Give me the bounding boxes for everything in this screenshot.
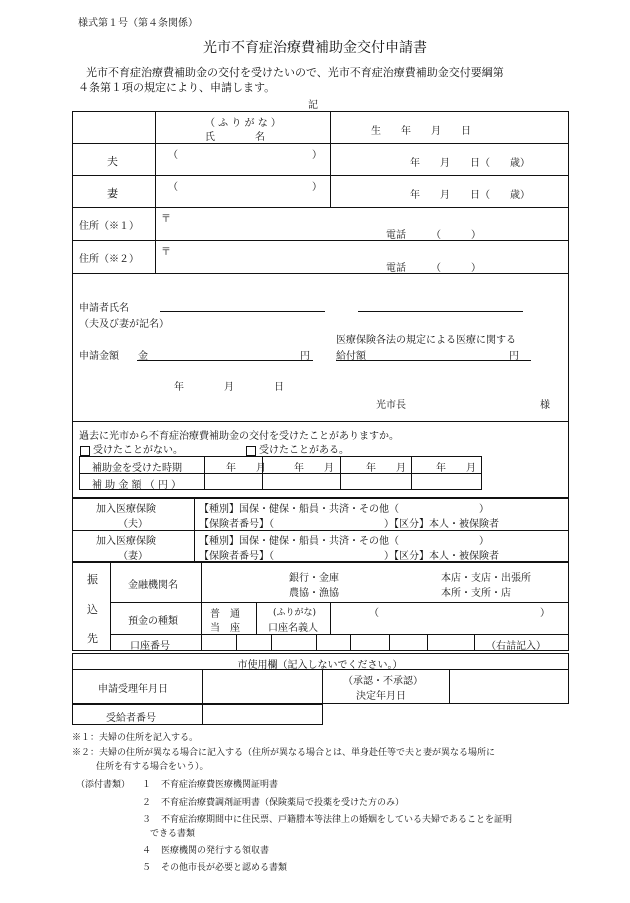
period-3[interactable]: 年 月 [366,463,406,474]
attachment-3-num: ３ [142,815,152,825]
phone-1[interactable]: 電話 （ ） [386,230,481,241]
holder-furigana-label: (ふりがな) [273,608,317,618]
intro-line-2: ４条第１項の規定により、申請します。 [78,81,276,94]
recipient-number-label: 受給者番号 [106,713,156,724]
attachment-4: 医療機関の発行する領収書 [161,846,270,856]
note-2b: 住所を有する場合をいう）。 [96,762,209,772]
name-header: 氏 名 [205,132,265,143]
attachments-label: （添付書類） [76,780,131,790]
furigana-header: （ ふ り が な ） [205,118,281,129]
note-1: ※１：夫婦の住所を記入する。 [72,733,199,743]
attachment-4-num: ４ [142,846,152,856]
ins-husband-insurer[interactable]: 【保険者番号】（ ）【区分】本人・被保険者 [199,519,499,530]
futsu-option[interactable]: 普 通 [210,609,240,620]
attachment-5: その他市長が必要と認める書類 [161,863,288,873]
amount-label: 申請金額 [79,351,119,362]
applicant-name-label: 申請者氏名 [79,303,129,314]
period-4[interactable]: 年 月 [436,463,476,474]
ins-wife-label: 加入医療保険 [96,536,156,547]
ki-label: 記 [308,100,318,111]
ins-wife-type[interactable]: 【種別】国保・健保・船員・共済・その他（ ） [199,536,489,547]
attachment-3b: できる書類 [150,829,196,839]
bank-side-3: 先 [87,632,98,645]
option-not-received[interactable]: 受けたことがない。 [80,441,183,456]
husband-name-paren-open: （ [168,150,178,161]
page-title: 光市不育症治療費補助金交付申請書 [203,40,427,56]
toza-option[interactable]: 当 座 [210,623,240,634]
sama-label: 様 [540,400,550,411]
ins-husband-sub: （夫） [118,519,148,530]
mayor-label: 光市長 [376,400,406,411]
amount-yen: 円 [300,351,310,362]
approval-label: （承認・不承認） [343,676,423,687]
insurance-benefit-line-1: 医療保険各法の規定による医療に関する [336,335,516,346]
address-2-label: 住所（※２） [79,254,139,265]
decision-date-label: 決定年月日 [356,691,406,702]
account-number-label: 口座番号 [130,641,170,652]
right-align-note: （右詰記入） [486,641,546,652]
ins-wife-insurer[interactable]: 【保険者番号】（ ）【区分】本人・被保険者 [199,551,499,562]
grant-amount-label: 補 助 金 額 （ 円 ） [92,480,182,491]
option-received[interactable]: 受けたことがある。 [246,441,349,456]
ins-wife-sub: （妻） [118,551,148,562]
holder-paren-close: ） [540,608,550,619]
postal-mark-2: 〒 [161,247,171,258]
benefit-yen: 円 [509,351,519,362]
wife-birth[interactable]: 年 月 日（ 歳） [410,190,530,201]
holder-paren-open: （ [369,608,379,619]
office-use-title: 市使用欄（記入しないでください。） [237,660,403,671]
postal-mark-1: 〒 [161,214,171,225]
form-number: 様式第１号（第４条関係） [78,18,198,29]
branch-types-1: 本店・支店・出張所 [441,573,531,584]
period-label: 補助金を受けた時期 [92,463,182,474]
intro-line-1: 光市不育症治療費補助金の交付を受けたいので、光市不育症治療費補助金交付要綱第 [86,66,504,79]
checkbox-icon[interactable] [246,446,256,456]
amount-kin: 金 [138,351,148,362]
institution-label: 金融機関名 [128,580,178,591]
wife-name-paren-open: （ [168,182,178,193]
attachment-1: 不育症治療費医療機関証明書 [161,780,279,790]
attachment-1-num: １ [142,780,152,790]
attachment-2-num: ２ [142,798,152,808]
period-2[interactable]: 年 月 [294,463,334,474]
applicant-name-note: （夫及び妻が記名） [79,319,169,330]
insurance-benefit-line-2: 給付額 [336,351,366,362]
husband-label: 夫 [107,155,118,168]
application-date[interactable]: 年 月 日 [174,382,284,393]
holder-label: 口座名義人 [268,623,318,634]
attachment-3a: 不育症治療期間中に住民票、戸籍謄本等法律上の婚姻をしている夫婦であることを証明 [161,815,513,825]
wife-label: 妻 [107,187,118,200]
account-type-label: 預金の種類 [128,616,178,627]
bank-side-1: 振 [87,573,98,586]
ins-husband-label: 加入医療保険 [96,504,156,515]
note-2a: ※２：夫婦の住所が異なる場合に記入する（住所が異なる場合とは、単身赴任等で夫と妻が異なる場所に [72,748,496,758]
wife-name-paren-close: ） [312,182,322,193]
husband-name-paren-close: ） [312,150,322,161]
attachment-5-num: ５ [142,863,152,873]
phone-2[interactable]: 電話 （ ） [386,263,481,274]
attachment-2: 不育症治療費調剤証明書（保険薬局で投薬を受けた方のみ） [161,798,405,808]
period-1[interactable]: 年 月 [226,463,266,474]
birthdate-header: 生 年 月 日 [371,126,471,137]
bank-types-1: 銀行・金庫 [289,573,339,584]
receipt-date-label: 申請受理年月日 [98,684,168,695]
past-question: 過去に光市から不育症治療費補助金の交付を受けたことがありますか。 [79,431,399,442]
branch-types-2: 本所・支所・店 [441,588,511,599]
address-1-label: 住所（※１） [79,221,139,232]
ins-husband-type[interactable]: 【種別】国保・健保・船員・共済・その他（ ） [199,504,489,515]
checkbox-icon[interactable] [80,446,90,456]
bank-side-2: 込 [87,603,98,616]
bank-types-2: 農協・漁協 [289,588,339,599]
husband-birth[interactable]: 年 月 日（ 歳） [410,158,530,169]
